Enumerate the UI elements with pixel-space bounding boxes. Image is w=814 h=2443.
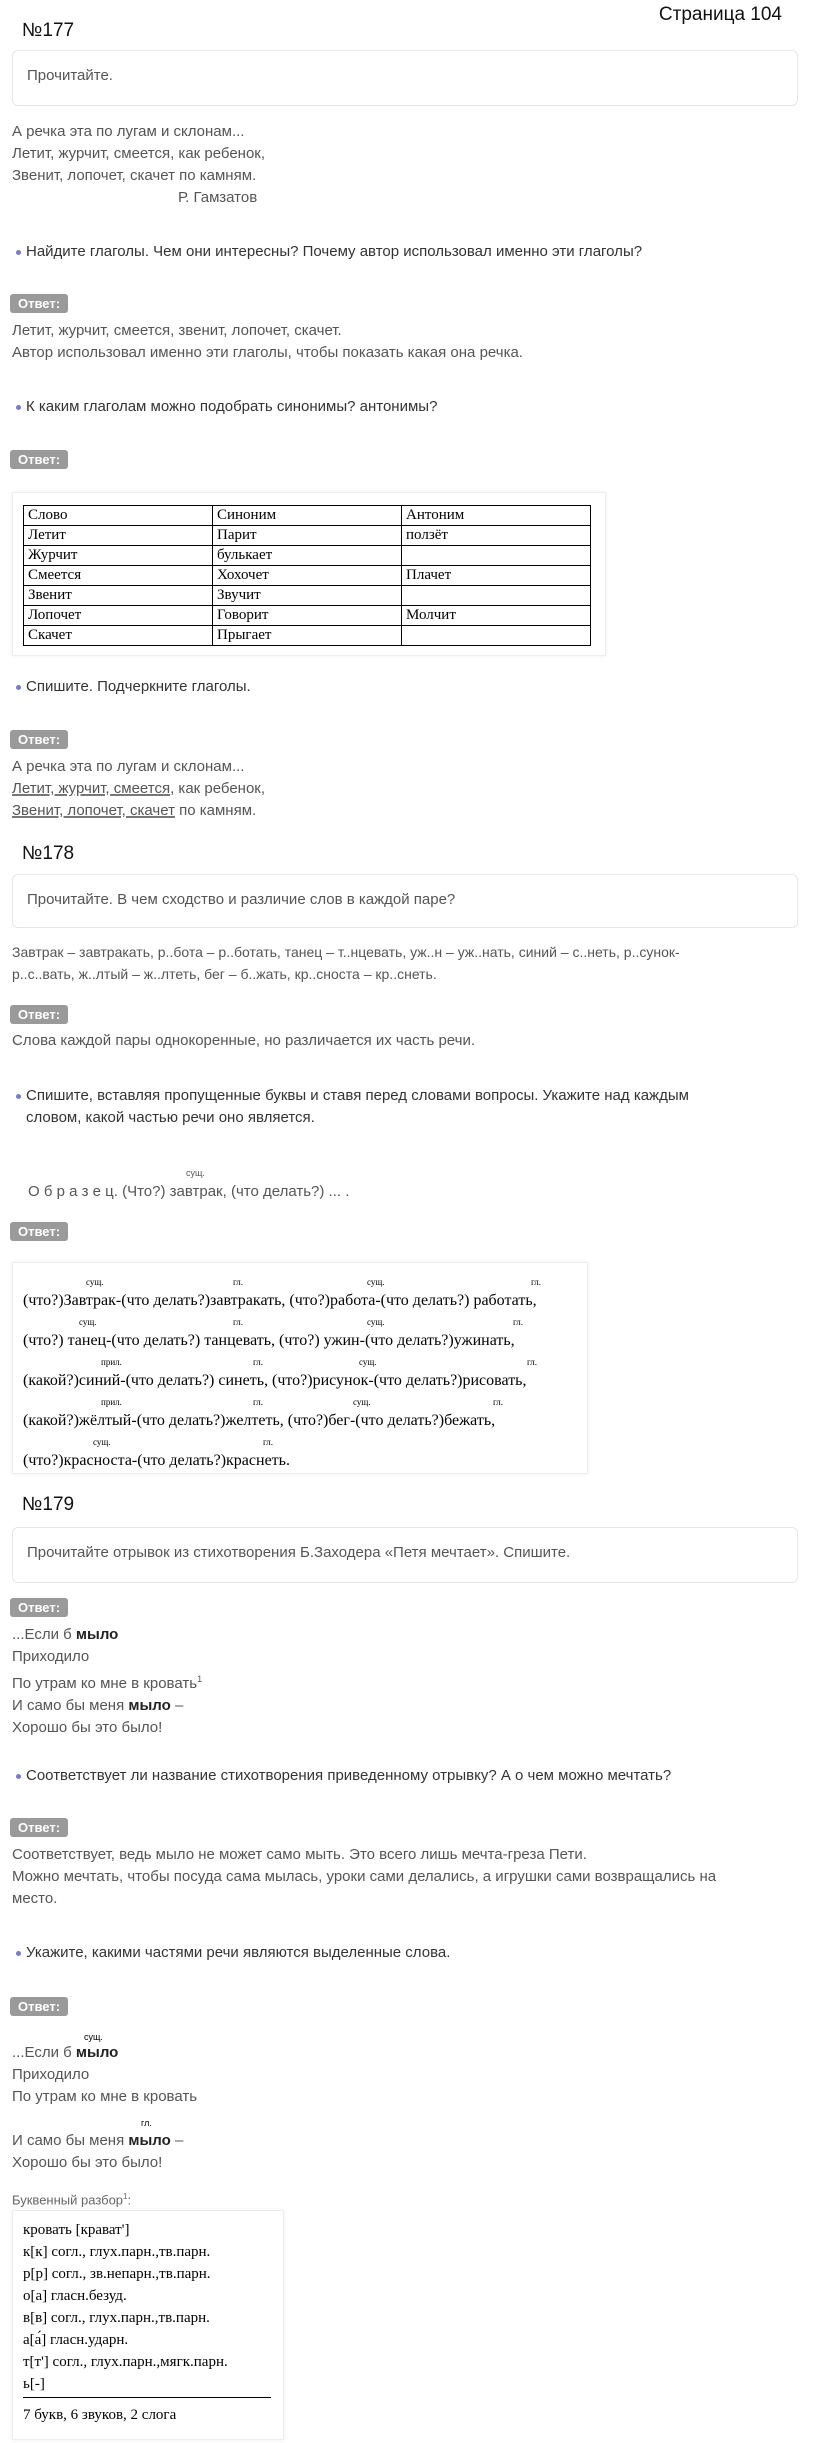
question-177-2: К каким глаголам можно подобрать синонимы? антонимы?	[26, 396, 786, 418]
letter-parse-card	[12, 2210, 284, 2440]
parse-line: к[к] согл., глух.парн.,тв.парн.	[23, 2244, 211, 2260]
pos-label: гл.	[513, 1317, 523, 1327]
question-line: Спишите, вставляя пропущенные буквы и ставя перед словами вопросы. Укажите над каждым	[26, 1087, 689, 1104]
parse-line: о[а] гласн.безуд.	[23, 2288, 127, 2304]
table-cell	[402, 586, 591, 606]
table-cell: булькает	[213, 546, 402, 566]
line-rest: , как ребенок,	[170, 780, 266, 797]
answer-line: (что?) танец-(что делать?) танцевать, (что?) ужин-(что делать?)ужинать,	[23, 1332, 515, 1349]
pos-label: гл.	[233, 1277, 243, 1287]
answer-178-lines	[23, 1281, 583, 1481]
underlined-verbs: Звенит, лопочет, скачет	[12, 802, 175, 819]
table-cell: Хохочет	[213, 566, 402, 586]
answer-badge: Ответ:	[10, 450, 68, 469]
table-row	[24, 606, 591, 626]
table-cell: Антоним	[402, 506, 591, 526]
highlighted-word: мыло	[128, 2132, 171, 2149]
pos-label: сущ.	[93, 1437, 111, 1447]
poem-line: Хорошо бы это было!	[12, 2154, 163, 2171]
poem-line: По утрам ко мне в кровать	[12, 2088, 198, 2105]
table-cell: Слово	[24, 506, 213, 526]
poem-line: Летит, журчит, смеется, как ребенок,	[12, 145, 266, 162]
task-text: Прочитайте. В чем сходство и различие слов в каждой паре?	[27, 891, 456, 908]
pos-label: сущ.	[84, 2032, 103, 2042]
poem-line	[12, 1624, 802, 1646]
table-row	[24, 546, 591, 566]
table-cell: Парит	[213, 526, 402, 546]
parse-line: р[р] согл., зв.непарн.,тв.парн.	[23, 2266, 211, 2282]
table-row	[24, 586, 591, 606]
table-cell	[402, 626, 591, 646]
poem-author: Р. Гамзатов	[178, 189, 258, 206]
question-line: словом, какой частью речи оно является.	[26, 1109, 315, 1126]
pos-label: сущ.	[86, 1277, 104, 1287]
pos-label: гл.	[233, 1317, 243, 1327]
pos-label: гл.	[253, 1357, 263, 1367]
poem-line	[12, 1695, 802, 1717]
synonym-table-card	[12, 492, 606, 656]
poem-line: Приходило	[12, 2066, 90, 2083]
answer-line: Соответствует, ведь мыло не может само мыть. Это всего лишь мечта-греза Пети.	[12, 1846, 587, 1863]
poem-177	[12, 121, 802, 209]
pos-label: сущ.	[353, 1397, 371, 1407]
poem-text: И само бы меня	[12, 1697, 129, 1714]
answer-line: (какой?)синий-(что делать?) синеть, (что?)рисунок-(что делать?)рисовать,	[23, 1372, 527, 1389]
table-row	[24, 526, 591, 546]
poem-line	[12, 2042, 802, 2064]
synonym-antonym-table	[23, 505, 591, 646]
answer-line: (что?)Завтрак-(что делать?)завтракать, (что?)работа-(что делать?) работать,	[23, 1292, 537, 1309]
highlighted-word: мыло	[75, 1626, 119, 1643]
answer-line: (что?)красноста-(что делать?)краснеть.	[23, 1452, 290, 1469]
sample-sup-noun: сущ.	[186, 1168, 205, 1178]
table-cell: Прыгает	[213, 626, 402, 646]
table-cell: Смеется	[24, 566, 213, 586]
parse-line: а[а́] гласн.ударн.	[23, 2332, 129, 2348]
answer-badge: Ответ:	[10, 730, 68, 749]
pos-label: сущ.	[359, 1357, 377, 1367]
answer-179-2	[12, 1844, 802, 1910]
poem-text: ...Если б	[12, 1626, 76, 1643]
table-cell	[402, 546, 591, 566]
page-number: Страница 104	[658, 4, 782, 25]
label-text: Буквенный разбор	[12, 2192, 124, 2208]
poem-179-answer	[12, 2042, 802, 2108]
poem-text: И само бы меня	[12, 2132, 129, 2149]
line-rest: по камням.	[174, 802, 257, 819]
label-colon: :	[127, 2192, 132, 2208]
answer-badge: Ответ:	[10, 1598, 68, 1617]
words-line: Завтрак – завтракать, р..бота – р..ботать, танец – т..нцевать, уж..н – уж..нать, синий – с..неть, р..сунок-	[12, 944, 680, 960]
answer-line: место.	[12, 1890, 58, 1907]
poem-text: ...Если б	[12, 2044, 76, 2061]
pos-label: прил.	[101, 1397, 122, 1407]
pos-label: сущ.	[367, 1277, 385, 1287]
answer-badge: Ответ:	[10, 1997, 68, 2016]
pos-label: гл.	[527, 1357, 537, 1367]
table-cell: ползёт	[402, 526, 591, 546]
pos-label: гл.	[253, 1397, 263, 1407]
answer-badge: Ответ:	[10, 1222, 68, 1241]
answer-178-card	[12, 1262, 588, 1474]
words-178	[12, 941, 802, 985]
poem-line	[12, 1668, 802, 1695]
answer-177-1	[12, 320, 802, 364]
poem-line: Приходило	[12, 1648, 90, 1665]
exercise-179-task-box	[12, 1527, 798, 1583]
poem-line: Звенит, лопочет, скачет по камням.	[12, 167, 257, 184]
poem-line: Хорошо бы это было!	[12, 1719, 163, 1736]
poem-179-answer-end	[12, 2130, 802, 2174]
pos-label: гл.	[263, 1437, 273, 1447]
table-row	[24, 626, 591, 646]
letter-parse-lines	[23, 2219, 228, 2395]
poem-text: –	[170, 1697, 184, 1714]
table-row	[24, 566, 591, 586]
table-row	[24, 506, 591, 526]
answer-badge: Ответ:	[10, 1005, 68, 1024]
question-179-2: Соответствует ли название стихотворения приведенному отрывку? А о чем можно мечтать?	[26, 1765, 786, 1787]
exercise-177-task-box	[12, 50, 798, 106]
question-177-1: Найдите глаголы. Чем они интересны? Почему автор использовал именно эти глаголы?	[26, 241, 786, 263]
parse-line: т[т'] согл., глух.парн.,мягк.парн.	[23, 2354, 228, 2370]
highlighted-word: мыло	[75, 2044, 119, 2061]
footnote-mark: 1	[197, 1674, 203, 1684]
poem-179	[12, 1624, 802, 1739]
answer-line	[12, 800, 802, 822]
answer-line: Автор использовал именно эти глаголы, чтобы показать какая она речка.	[12, 344, 523, 361]
pos-label: гл.	[493, 1397, 503, 1407]
pos-label: прил.	[101, 1357, 122, 1367]
task-text: Прочитайте отрывок из стихотворения Б.Заходера «Петя мечтает». Спишите.	[27, 1544, 571, 1561]
parse-total: 7 букв, 6 звуков, 2 слога	[23, 2407, 177, 2423]
sample-text: О б р а з е ц. (Что?) завтрак, (что делать?) ... .	[28, 1183, 350, 1200]
footnote-mark: 1	[123, 2192, 128, 2201]
pos-label: гл.	[141, 2118, 152, 2128]
answer-line: Можно мечтать, чтобы посуда сама мылась, уроки сами делались, а игрушки сами возвращались на	[12, 1868, 717, 1885]
poem-line	[12, 2130, 802, 2152]
exercise-179-title: №179	[22, 1494, 75, 1515]
question-179-3: Укажите, какими частями речи являются выделенные слова.	[26, 1942, 786, 1964]
pos-label: гл.	[531, 1277, 541, 1287]
exercise-178-task-box	[12, 874, 798, 928]
answer-line: (какой?)жёлтый-(что делать?)желтеть, (что?)бег-(что делать?)бежать,	[23, 1412, 496, 1429]
poem-text: –	[170, 2132, 184, 2149]
table-cell: Летит	[24, 526, 213, 546]
table-cell: Скачет	[24, 626, 213, 646]
answer-line	[12, 778, 802, 800]
parse-line: кровать [крават']	[23, 2222, 130, 2238]
table-cell: Плачет	[402, 566, 591, 586]
answer-178-1: Слова каждой пары однокоренные, но различается их часть речи.	[12, 1032, 475, 1049]
question-178-2	[26, 1085, 786, 1129]
table-cell: Звучит	[213, 586, 402, 606]
exercise-178-title: №178	[22, 843, 75, 864]
answer-line: А речка эта по лугам и склонам...	[12, 758, 245, 775]
letter-parse-label	[12, 2192, 131, 2207]
table-cell: Говорит	[213, 606, 402, 626]
words-line: р..с..вать, ж..лтый – ж..лтеть, бег – б..жать, кр..сноста – кр..снеть.	[12, 966, 437, 982]
question-177-3: Спишите. Подчеркните глаголы.	[26, 676, 786, 698]
poem-line: А речка эта по лугам и склонам...	[12, 123, 245, 140]
parse-line: ь[-]	[23, 2376, 45, 2392]
answer-177-3	[12, 756, 802, 822]
divider	[23, 2397, 271, 2398]
underlined-verbs: Летит, журчит, смеется	[12, 780, 171, 797]
highlighted-word: мыло	[128, 1697, 171, 1714]
table-cell: Синоним	[213, 506, 402, 526]
answer-badge: Ответ:	[10, 294, 68, 313]
table-cell: Лопочет	[24, 606, 213, 626]
table-cell: Молчит	[402, 606, 591, 626]
parse-line: в[в] согл., глух.парн.,тв.парн.	[23, 2310, 210, 2326]
poem-text: По утрам ко мне в кровать	[12, 1675, 198, 1692]
table-cell: Звенит	[24, 586, 213, 606]
answer-badge: Ответ:	[10, 1818, 68, 1837]
exercise-177-title: №177	[22, 20, 75, 41]
pos-label: сущ.	[79, 1317, 97, 1327]
answer-line: Летит, журчит, смеется, звенит, лопочет, скачет.	[12, 322, 342, 339]
pos-label: сущ.	[367, 1317, 385, 1327]
table-cell: Журчит	[24, 546, 213, 566]
task-text: Прочитайте.	[27, 67, 113, 84]
